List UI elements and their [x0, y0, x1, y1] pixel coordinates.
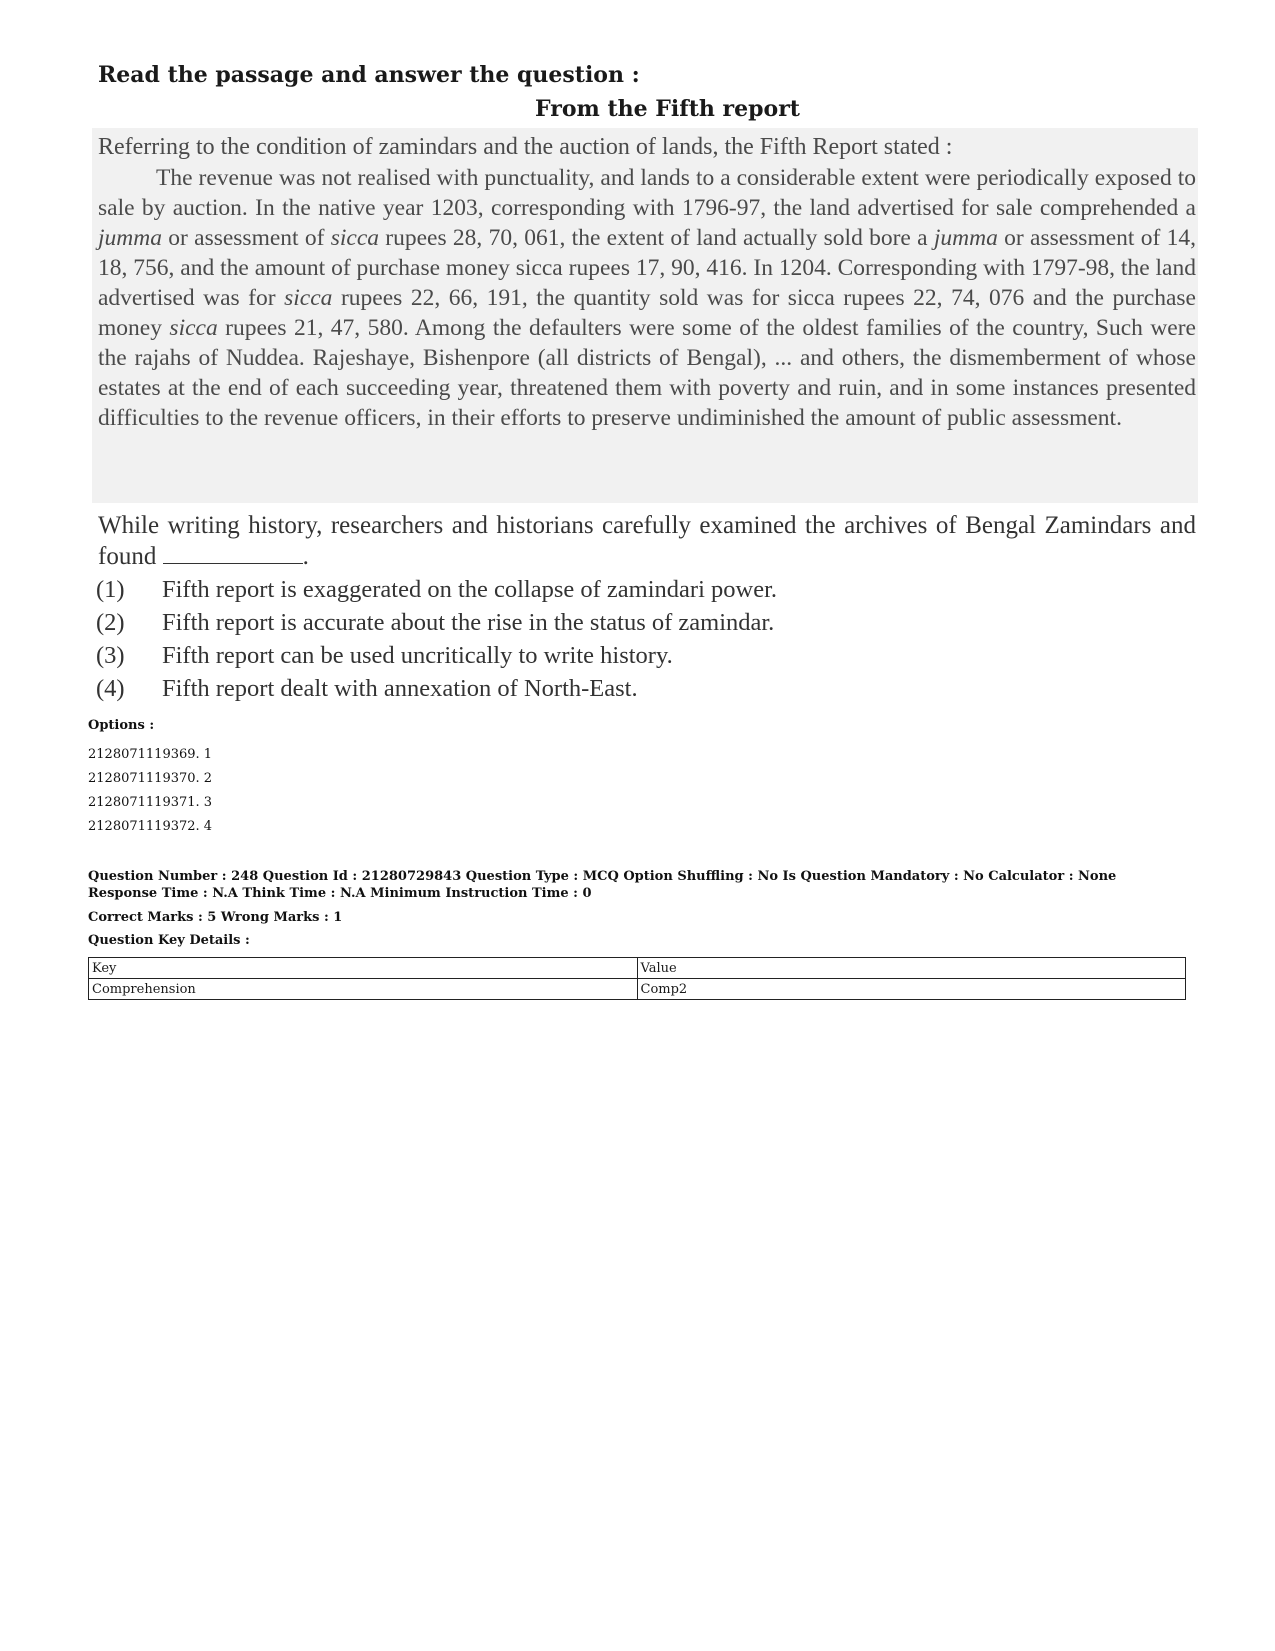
key-details-table: [88, 957, 1186, 1000]
metadata-line-2: Response Time : N.A Think Time : N.A Minimum Instruction Time : 0: [88, 886, 592, 901]
option-4[interactable]: [96, 672, 1194, 705]
option-id: 2128071119372. 4: [88, 819, 213, 834]
table-header-row: [89, 958, 1186, 979]
option-id: 2128071119371. 3: [88, 795, 213, 810]
metadata-line-1: Question Number : 248 Question Id : 21280729843 Question Type : MCQ Option Shuffling : No Is Question Mandatory : No Calculator : None: [88, 869, 1117, 884]
table-cell-value: Comp2: [637, 979, 1186, 1000]
option-text: Fifth report is accurate about the rise in the status of zamindar.: [162, 608, 775, 636]
option-text: Fifth report is exaggerated on the collapse of zamindari power.: [162, 575, 778, 603]
table-header-key: Key: [89, 958, 638, 979]
table-cell-key: Comprehension: [89, 979, 638, 1000]
option-number: (4): [96, 674, 125, 702]
table-row: [89, 979, 1186, 1000]
option-3[interactable]: [96, 639, 1194, 672]
question-heading: Read the passage and answer the question :: [98, 62, 640, 88]
table-header-value: Value: [637, 958, 1186, 979]
option-2[interactable]: [96, 606, 1194, 639]
option-id-list: [88, 743, 212, 839]
option-number: (3): [96, 641, 125, 669]
option-id: 2128071119369. 1: [88, 747, 213, 762]
option-text: Fifth report dealt with annexation of North-East.: [162, 674, 638, 702]
option-id: 2128071119370. 2: [88, 771, 213, 786]
question-metadata: [88, 868, 1198, 902]
answer-blank: [163, 543, 303, 564]
passage-body: The revenue was not realised with punctuality, and lands to a considerable extent were periodically exposed to sale by auction. In the native year 1203, corresponding with 1796-97, the land advertised for sale comprehended a jumma or assessment of sicca rupees 28, 70, 061, the extent of land actually sold bore a jumma or assessment of 14, 18, 756, and the amount of purchase money sicca rupees 17, 90, 416. In 1204. Corresponding with 1797-98, the land advertised was for sicca rupees 22, 66, 191, the quantity sold was for sicca rupees 22, 74, 076 and the purchase money sicca rupees 21, 47, 580. Among the defaulters were some of the oldest families of the country, Such were the rajahs of Nuddea. Rajeshaye, Bishenpore (all districts of Bengal), ... and others, the dismemberment of whose estates at the end of each succeeding year, threatened them with poverty and ruin, and in some instances presented difficulties to the revenue officers, in their efforts to preserve undiminished the amount of public assessment.: [98, 165, 1196, 431]
passage-title: From the Fifth report: [535, 96, 800, 122]
option-text: Fifth report can be used uncritically to write history.: [162, 641, 673, 669]
key-details-label: Question Key Details :: [88, 933, 250, 948]
options-label: Options :: [88, 718, 155, 733]
option-number: (2): [96, 608, 125, 636]
passage-intro: Referring to the condition of zamindars and the auction of lands, the Fifth Report stated :: [98, 134, 953, 160]
answer-options: [96, 573, 1194, 705]
option-number: (1): [96, 575, 125, 603]
option-1[interactable]: [96, 573, 1194, 606]
question-stem: While writing history, researchers and historians carefully examined the archives of Bengal Zamindars and found .: [98, 512, 1196, 570]
marks-line: Correct Marks : 5 Wrong Marks : 1: [88, 910, 343, 925]
